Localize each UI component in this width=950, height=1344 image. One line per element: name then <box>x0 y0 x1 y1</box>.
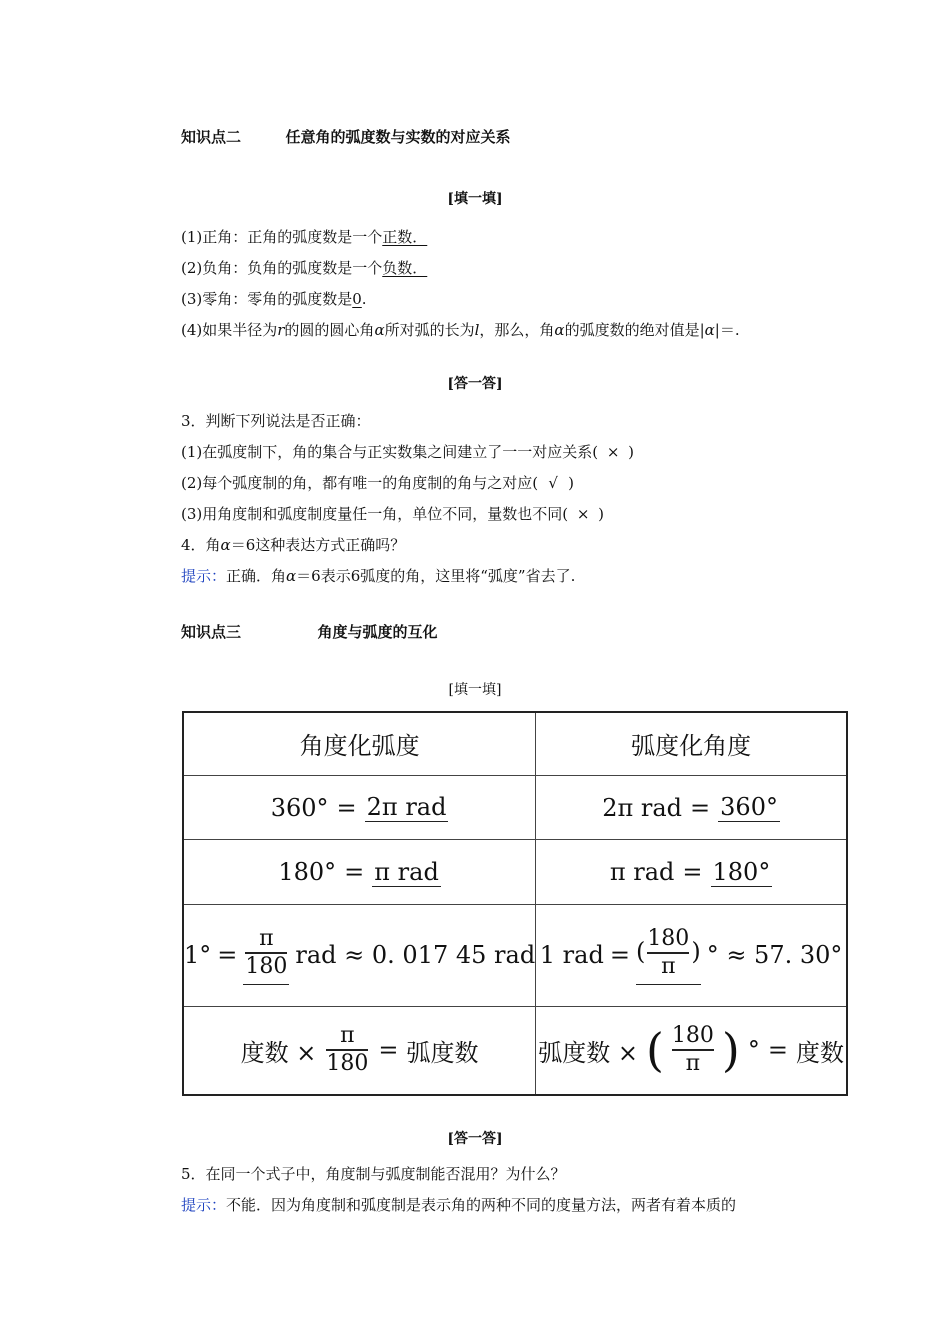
cell-2pi-to-360: 2π rad = 360° <box>536 775 847 840</box>
judgement-1-mark: × <box>606 443 620 461</box>
cell-one-degree: 1° = $\frac{\pi}{180}$ rad ≈ 0. 017 45 rad <box>183 904 536 1006</box>
fill-answer-1: 正数． <box>382 228 428 246</box>
hint-5: 提示：不能．因为角度制和弧度制是表示角的两种不同的度量方法，两者有着本质的 <box>181 1196 737 1214</box>
cell-one-radian: 1 rad = ( $\frac{180}{\pi}$ ) ° ≈ 57. 30° <box>536 904 847 1006</box>
section3-title <box>181 622 438 642</box>
table-header-degree-to-radian: 角度化弧度 <box>183 712 536 775</box>
section2-title-text: 任意角的弧度数与实数的对应关系 <box>285 128 511 146</box>
fill-item-2: (2)负角：负角的弧度数是一个负数． <box>181 259 428 277</box>
cell-180-to-pi: 180° = π rad <box>183 840 536 905</box>
conversion-table <box>182 711 848 1096</box>
fill-answer-2: 负数． <box>382 259 428 277</box>
cell-radian-formula: 弧度数 × ( $\frac{180}{\pi}$ ) ° = 度数 <box>536 1006 847 1095</box>
question-3: 3．判断下列说法是否正确： <box>181 412 371 430</box>
judgement-3-mark: × <box>576 505 590 523</box>
question-5: 5．在同一个式子中，角度制与弧度制能否混用？为什么？ <box>181 1165 566 1183</box>
fill-answer-3: 0 <box>352 290 362 308</box>
judgement-2-mark: √ <box>548 474 558 492</box>
hint-4-label: 提示： <box>181 567 227 585</box>
fill-item-1: (1)正角：正角的弧度数是一个正数． <box>181 228 428 246</box>
judgement-1: (1)在弧度制下，角的集合与正实数集之间建立了一一对应关系( × ) <box>181 443 634 461</box>
cell-pi-to-180: π rad = 180° <box>536 840 847 905</box>
section2-title-label: 知识点二 <box>181 128 242 146</box>
section2-answer-heading: [答一答] <box>447 376 503 392</box>
section2-title <box>181 127 511 147</box>
table-header-radian-to-degree: 弧度化角度 <box>536 712 847 775</box>
question-4: 4．角α＝6这种表达方式正确吗？ <box>181 536 406 554</box>
fill-item-4: (4)如果半径为r的圆的圆心角α所对弧的长为l，那么，角α的弧度数的绝对值是|α|＝. <box>181 321 740 339</box>
section3-fill-heading: [填一填] <box>448 682 502 698</box>
hint-5-label: 提示： <box>181 1196 227 1214</box>
judgement-3: (3)用角度制和弧度制度量任一角，单位不同，量数也不同( × ) <box>181 505 604 523</box>
hint-4: 提示：正确．角α＝6表示6弧度的角，这里将“弧度”省去了. <box>181 567 576 585</box>
cell-degree-formula: 度数 × $\frac{\pi}{180}$ = 弧度数 <box>183 1006 536 1095</box>
judgement-2: (2)每个弧度制的角，都有唯一的角度制的角与之对应( √ ) <box>181 474 574 492</box>
section2-fill-heading: [填一填] <box>447 191 503 207</box>
section3-answer-heading: [答一答] <box>447 1131 503 1147</box>
section3-title-text: 角度与弧度的互化 <box>317 623 438 641</box>
section3-title-label: 知识点三 <box>181 623 242 641</box>
fill-item-3: (3)零角：零角的弧度数是0. <box>181 290 367 308</box>
cell-360-to-2pi: 360° = 2π rad <box>183 775 536 840</box>
